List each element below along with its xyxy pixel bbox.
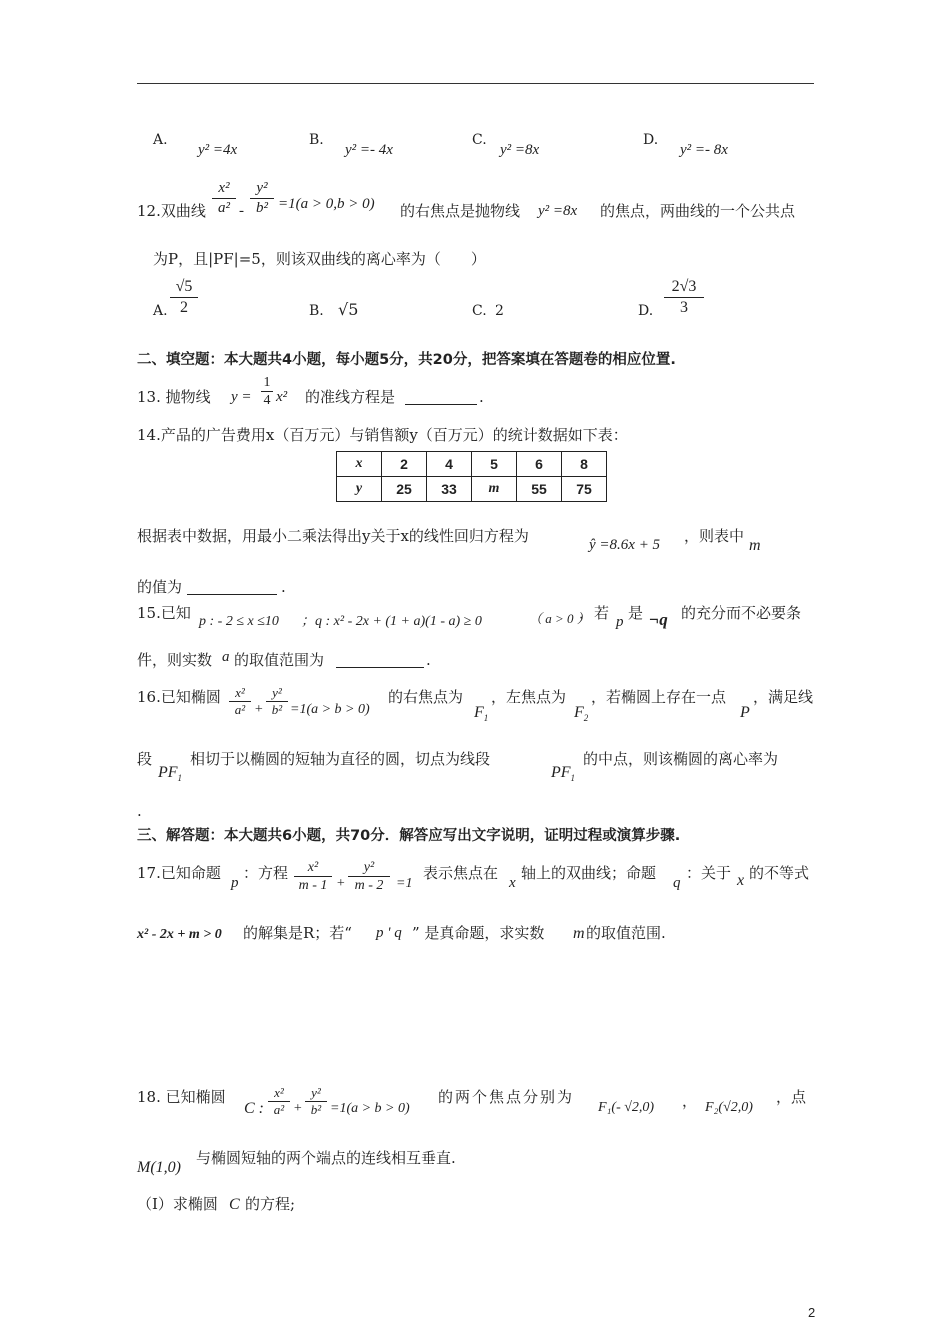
q12-option-b: √5 [338, 300, 359, 319]
q15-prefix: 15.已知 [137, 604, 191, 622]
q16-f1: $F_1$ [474, 704, 489, 724]
q18-m-point: M(1,0) [137, 1159, 181, 1176]
q16-line2b: 相切于以椭圆的短轴为直径的圆，切点为线段 [190, 750, 491, 768]
q13-end: . [479, 388, 484, 406]
table-cell: 4 [427, 452, 472, 477]
q16-pf1: $PF_1$ [158, 764, 183, 784]
q18-sub1-c: C [229, 1196, 240, 1213]
q17-text3: 轴上的双曲线；命题 [521, 864, 657, 882]
q12-option-b-label: B. [309, 303, 324, 319]
q11-option-c-label: C. [472, 132, 487, 148]
q15-q: ；q : x² - 2x + (1 + a)(1 - a) ≥ 0 [301, 614, 482, 629]
q17-q: q [673, 875, 681, 891]
q17-fraction-x: x² m - 1 [294, 860, 332, 894]
table-cell: 5 [472, 452, 517, 477]
table-cell: 75 [562, 477, 607, 502]
q16-line2a: 段 [137, 750, 153, 768]
q18-plus: + [293, 1101, 303, 1116]
q17-equals: =1 [396, 876, 413, 891]
section-fill-in-heading: 二、填空题：本大题共4小题，每小题5分，共20分，把答案填在答题卷的相应位置. [137, 352, 676, 368]
hyperbola-fraction-y: y² b² [250, 180, 274, 216]
q15-mid: ，若 [579, 604, 610, 622]
q13-answer-blank [405, 390, 477, 405]
q12-suffix: 的焦点，两曲线的一个公共点 [600, 202, 796, 220]
q12-option-a: √5 2 [170, 278, 198, 316]
q14-line2: 根据表中数据，用最小二乘法得出y关于x的线性回归方程为 [137, 527, 529, 545]
q13-eq-x: x² [276, 389, 288, 405]
q16-prefix: 16.已知椭圆 [137, 688, 221, 706]
q14-line2b: ，则表中 [684, 527, 745, 545]
q18-fraction-x: x² a² [268, 1086, 290, 1118]
q15-a: a [222, 649, 230, 665]
q18-line2: 与椭圆短轴的两个端点的连线相互垂直. [196, 1149, 456, 1167]
q18-comma: ， [682, 1092, 698, 1110]
q17-x2: x [737, 872, 745, 889]
q14-data-table [336, 451, 607, 502]
q11-option-a: y² =4x [198, 142, 238, 158]
q15-p: p : - 2 ≤ x ≤10 [199, 614, 279, 629]
q17-text4: ：关于 [686, 864, 732, 882]
q11-option-d-label: D. [643, 132, 659, 148]
q18-prefix: 18. 已知椭圆 [137, 1088, 226, 1106]
q17-prefix: 17.已知命题 [137, 864, 221, 882]
q17-x: x [509, 875, 516, 891]
q16-p: P [740, 704, 750, 721]
q13-suffix: 的准线方程是 [305, 388, 396, 406]
table-cell: m [472, 477, 517, 502]
table-row [337, 452, 607, 477]
table-cell: x [337, 452, 382, 477]
q11-option-d: y² =- 8x [680, 142, 728, 158]
q17-pq: p ' q [376, 925, 402, 941]
q11-option-b: y² =- 4x [345, 142, 393, 158]
table-cell: 55 [517, 477, 562, 502]
q18-equation-tail: =1(a > b > 0) [330, 1101, 410, 1116]
q14-regression: ŷ =8.6x + 5 [589, 537, 661, 553]
q11-option-c: y² =8x [500, 142, 540, 158]
hyperbola-fraction-x: x² a² [212, 180, 236, 216]
q15-answer-blank [336, 653, 424, 668]
table-cell: 2 [382, 452, 427, 477]
q17-plus: + [336, 876, 346, 891]
q16-line2c: 的中点，则该椭圆的离心率为 [583, 750, 779, 768]
q17-fraction-y: y² m - 2 [348, 860, 390, 894]
table-cell: 8 [562, 452, 607, 477]
q15-not-q: ¬q [649, 610, 668, 629]
q15-line2: 件，则实数 [137, 651, 213, 669]
q15-is: 是 [628, 604, 644, 622]
q13-prefix: 13. 抛物线 [137, 388, 211, 406]
q14-m: m [749, 537, 761, 554]
q15-line2b: 的取值范围为 [234, 651, 325, 669]
table-cell: y [337, 477, 382, 502]
q18-fraction-y: y² b² [305, 1086, 327, 1118]
q12-prefix: 12.双曲线 [137, 202, 206, 220]
minus-sign: - [239, 203, 244, 219]
q11-option-b-label: B. [309, 132, 324, 148]
q17-line2c: 的取值范围. [586, 924, 666, 942]
q12-option-c: 2 [495, 303, 504, 319]
q18-sub1b: 的方程; [245, 1195, 296, 1213]
q12-option-d: 2√3 3 [664, 278, 704, 316]
q18-text2: ，点 [776, 1088, 807, 1106]
q17-text5: 的不等式 [749, 864, 810, 882]
q17-inequality: x² - 2x + m > 0 [137, 927, 222, 942]
q13-eq-y: y = [231, 389, 252, 405]
q14-end: . [281, 578, 286, 596]
q14-line3: 的值为 [137, 578, 183, 596]
page-number: 2 [808, 1305, 816, 1320]
q17-text1: ：方程 [243, 864, 289, 882]
q18-f2: F₂(√2,0) [705, 1100, 753, 1115]
plus-sign: + [254, 702, 264, 717]
table-cell: 33 [427, 477, 472, 502]
q16-text3: ，若椭圆上存在一点 [591, 688, 727, 706]
q14-answer-blank [187, 580, 277, 595]
q16-line3: . [137, 802, 142, 820]
ellipse-fraction-y: y² b² [266, 686, 288, 718]
q18-text1: 的两个焦点分别为 [438, 1088, 575, 1106]
q18-c: C : [244, 1100, 264, 1117]
q17-text2: 表示焦点在 [423, 864, 499, 882]
q16-pf1-second: $PF_1$ [551, 764, 576, 784]
table-cell: 25 [382, 477, 427, 502]
q12-option-d-label: D. [638, 303, 654, 319]
q16-f2: $F_2$ [574, 704, 589, 724]
q15-condition: （ a > 0 ） [529, 611, 590, 626]
q15-suffix: 的充分而不必要条 [681, 604, 802, 622]
q13-fraction: 1 4 [261, 375, 273, 409]
section-solve-heading: 三、解答题：本大题共6小题，共70分．解答应写出文字说明，证明过程或演算步骤. [137, 828, 681, 844]
q12-option-c-label: C. [472, 303, 487, 319]
q18-f1: F₁(- √2,0) [598, 1100, 655, 1115]
q17-line2b: ” 是真命题，求实数 [412, 924, 545, 942]
table-row [337, 477, 607, 502]
q12-option-a-label: A. [153, 303, 168, 319]
q16-text2: ，左焦点为 [491, 688, 567, 706]
q15-p2: p [616, 614, 624, 630]
q14-line1: 14.产品的广告费用x（百万元）与销售额y（百万元）的统计数据如下表： [137, 426, 628, 444]
q12-parabola: y² =8x [538, 203, 578, 219]
q12-equation-tail: =1(a > 0,b > 0) [278, 196, 375, 212]
header-rule [137, 83, 814, 84]
table-cell: 6 [517, 452, 562, 477]
q18-sub1: （Ⅰ）求椭圆 [137, 1195, 218, 1213]
q16-equation-tail: =1(a > b > 0) [290, 702, 370, 717]
ellipse-fraction-x: x² a² [229, 686, 251, 718]
q16-text4: ，满足线 [753, 688, 814, 706]
q11-option-a-label: A. [153, 132, 168, 148]
q15-end: . [426, 651, 431, 669]
q17-p: p [231, 875, 239, 891]
q16-text1: 的右焦点为 [388, 688, 464, 706]
q12-line2: 为P，且|PF|=5，则该双曲线的离心率为（ ） [153, 250, 486, 268]
q17-line2a: 的解集是R；若“ [243, 924, 352, 942]
q12-mid: 的右焦点是抛物线 [400, 202, 521, 220]
q17-m: m [573, 925, 585, 942]
